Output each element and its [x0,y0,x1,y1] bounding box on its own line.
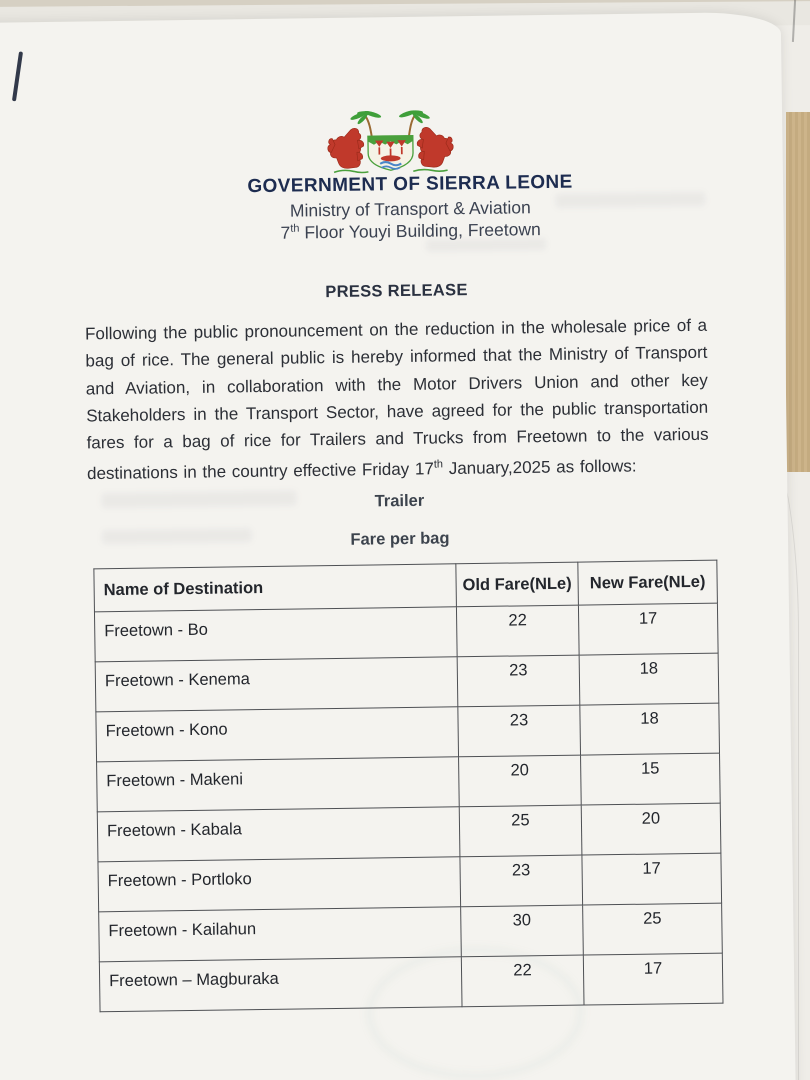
header-name-of-destination: Name of Destination [94,564,457,612]
lion-right [417,127,454,167]
old-fare-cell: 20 [459,755,582,807]
table-title-fare-per-bag: Fare per bag [350,529,450,549]
table-row [97,803,721,862]
address-number: 7 [280,222,291,243]
government-title: GOVERNMENT OF SIERRA LEONE [247,171,573,198]
address-ordinal-sup: th [290,222,300,235]
ministry-title: Ministry of Transport & Aviation [289,197,531,221]
old-fare-cell: 23 [460,855,583,907]
destination-cell: Freetown - Kailahun [99,907,462,962]
old-fare-cell: 23 [457,655,580,707]
new-fare-cell: 15 [581,753,721,805]
body-text-1: Following the public pronouncement on the reduction in the wholesale price of a bag of rice. The general public is hereby informed that the Ministry of Transport and Aviation, in collaboration with the Motor Drivers Union and other key Stakeholders in the Transport Sector, have agreed for the public transportation fares for a bag of rice for Trailers and Trucks from Freetown to the various destinations in the country effective Friday 17 [84,315,709,484]
new-fare-cell: 20 [581,803,721,855]
table-row [94,603,718,662]
old-fare-cell: 22 [461,955,584,1007]
section-title-trailer: Trailer [374,491,425,511]
old-fare-cell: 23 [458,705,581,757]
address-rest: Floor Youyi Building, Freetown [299,219,541,243]
destination-cell: Freetown - Makeni [97,757,460,812]
body-text-2: January,2025 as follows: [442,456,637,479]
old-fare-cell: 25 [459,805,582,857]
new-fare-cell: 18 [580,703,720,755]
destination-cell: Freetown - Kono [96,707,459,762]
table-row [96,703,720,762]
palm-trees [350,109,431,138]
new-fare-cell: 17 [583,953,723,1005]
destination-cell: Freetown - Kenema [95,657,458,712]
table-row [97,753,721,812]
destination-cell: Freetown - Bo [94,607,457,662]
lion-left [328,128,365,168]
press-release-heading: PRESS RELEASE [325,281,468,302]
old-fare-cell: 30 [461,905,584,957]
header-new-fare: New Fare(NLe) [578,560,718,605]
table-row [98,853,722,912]
new-fare-cell: 17 [578,603,718,655]
table-row [99,903,723,962]
new-fare-cell: 25 [583,903,723,955]
sierra-leone-coat-of-arms-icon [324,109,457,181]
old-fare-cell: 22 [456,605,579,657]
body-paragraph [85,312,709,488]
new-fare-cell: 17 [582,853,722,905]
destination-cell: Freetown - Portloko [98,857,461,912]
table-row [95,653,719,712]
fare-table [93,560,723,1013]
destination-cell: Freetown - Kabala [97,807,460,862]
fare-table-body [94,603,723,1012]
new-fare-cell: 18 [579,653,719,705]
header-old-fare: Old Fare(NLe) [456,562,579,607]
date-ordinal-sup: th [433,458,444,472]
table-row [99,953,723,1012]
shield [368,136,413,171]
destination-cell: Freetown – Magburaka [99,957,462,1012]
